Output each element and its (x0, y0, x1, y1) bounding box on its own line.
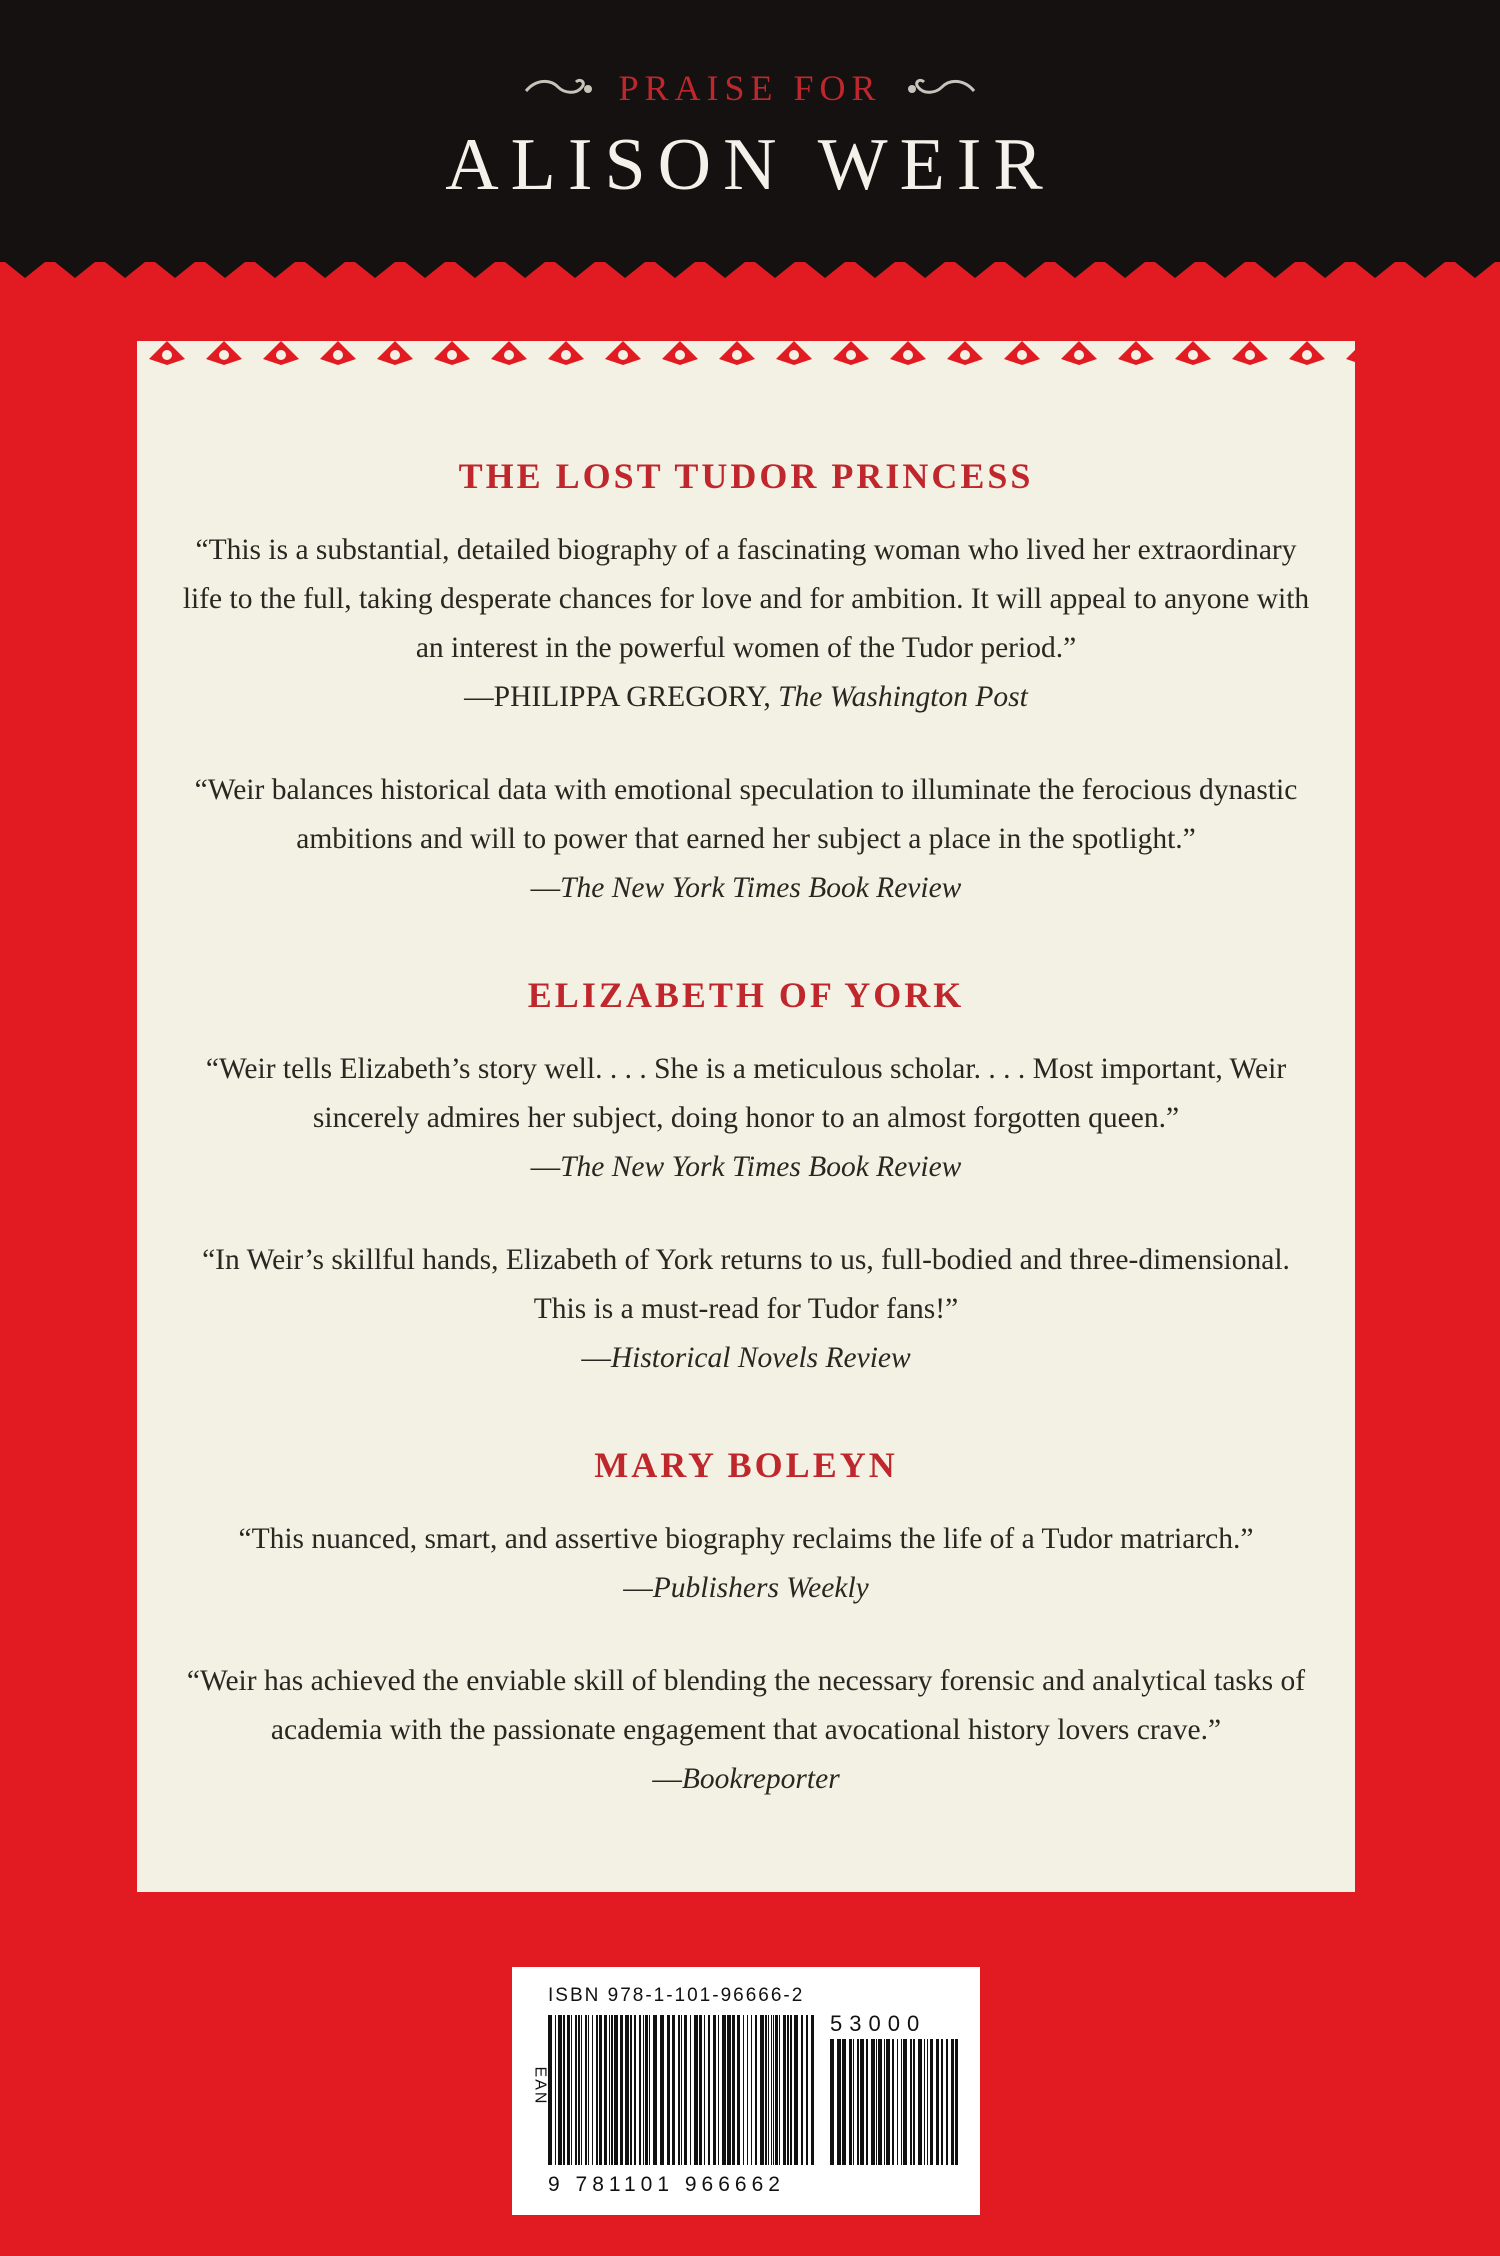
addon-digits: 53000 (830, 2011, 927, 2036)
praise-for-label: PRAISE FOR (618, 68, 882, 108)
ornament-dot (447, 350, 457, 360)
attribution-prefix: —PHILIPPA GREGORY, (464, 681, 779, 713)
barcode-bar (811, 2015, 814, 2165)
barcode-bar (951, 2039, 954, 2165)
barcode-bar (684, 2015, 687, 2165)
barcode-bar (581, 2015, 582, 2165)
barcode-bar (555, 2015, 556, 2165)
barcode-bar (913, 2039, 915, 2165)
barcode-bar (660, 2015, 664, 2165)
ean-label: EAN (531, 2066, 549, 2106)
barcode-bar (548, 2015, 552, 2165)
barcode-bar (596, 2015, 598, 2165)
attribution-prefix: — (652, 1763, 682, 1795)
barcode-bar (775, 2015, 778, 2165)
barcode-bar (884, 2039, 885, 2165)
barcode-bar (639, 2015, 641, 2165)
barcode-bar (783, 2015, 786, 2165)
ornament-dot (1188, 350, 1198, 360)
right-flourish-icon (906, 75, 976, 101)
barcode-bar (794, 2015, 798, 2165)
addon-barcode (830, 2039, 960, 2165)
review-quote: “This is a substantial, detailed biography of a fascinating woman who lived her extraordinary life to the full, taking desperate chances for love and for ambition. It will appeal to anyone with an interest in the powerful women of the Tudor period.” (182, 534, 1310, 664)
barcode-bar (860, 2039, 864, 2165)
band-zigzag-edge (0, 252, 1500, 282)
barcode-bar (910, 2039, 912, 2165)
attribution-source: Bookreporter (681, 1763, 840, 1795)
ornament-dot (561, 350, 571, 360)
review-quote: “Weir tells Elizabeth’s story well. . . . She is a meticulous scholar. . . . Most important, Weir sincerely admires her subject, doing honor to an almost forgotten queen.” (205, 1053, 1287, 1134)
ornament-dot (732, 350, 742, 360)
ornament-dot (789, 350, 799, 360)
ornament-dot (675, 350, 685, 360)
attribution-source: The New York Times Book Review (560, 872, 962, 904)
barcode-bar (842, 2039, 846, 2165)
ornament-dot (504, 350, 514, 360)
header-band (0, 0, 1500, 262)
ornament-baseline (137, 335, 1355, 341)
barcode-bar (571, 2015, 572, 2165)
attribution-prefix: — (581, 1342, 611, 1374)
attribution-source: The Washington Post (778, 681, 1028, 713)
barcode-bar (871, 2039, 875, 2165)
barcode-bar (830, 2039, 834, 2165)
barcode-bar (713, 2015, 716, 2165)
barcode-bar (653, 2015, 657, 2165)
barcode-box (512, 1967, 980, 2215)
barcode-bar (787, 2015, 789, 2165)
barcode-bar (643, 2015, 644, 2165)
panel-ornament-edge (137, 335, 1355, 375)
barcode-bar (681, 2015, 682, 2165)
review-attribution (137, 1143, 1355, 1192)
barcode-bar (924, 2039, 925, 2165)
barcode-bar (751, 2015, 752, 2165)
barcode-bar (699, 2015, 702, 2165)
attribution-source: Publishers Weekly (652, 1572, 869, 1604)
attribution-prefix: — (623, 1572, 653, 1604)
barcode-bar (760, 2015, 764, 2165)
barcode-bar (718, 2015, 719, 2165)
ornament-dot (162, 350, 172, 360)
attribution-source: The New York Times Book Review (560, 1151, 962, 1183)
barcode-bar (853, 2039, 854, 2165)
barcode-bar (857, 2039, 859, 2165)
ornament-dot (903, 350, 913, 360)
barcode-bar (708, 2015, 710, 2165)
barcode-bar (588, 2015, 589, 2165)
barcode-bar (558, 2015, 562, 2165)
barcode-bar (599, 2015, 602, 2165)
barcode-bar (672, 2015, 675, 2165)
barcode-bar (694, 2015, 698, 2165)
ornament-dot (618, 350, 628, 360)
barcode-bar (927, 2039, 928, 2165)
barcode-bar (634, 2015, 636, 2165)
barcode-bar (585, 2015, 587, 2165)
review-attribution (137, 1755, 1355, 1804)
left-flourish-icon (524, 75, 594, 101)
barcode-bar (897, 2039, 898, 2165)
barcode-bar (946, 2039, 948, 2165)
barcode-bar (878, 2039, 882, 2165)
barcode-bar (876, 2039, 877, 2165)
barcode-bar (955, 2039, 958, 2165)
barcode-bar (575, 2015, 577, 2165)
barcode-bar (837, 2039, 841, 2165)
barcode-bar (690, 2015, 691, 2165)
barcode-bar (678, 2015, 680, 2165)
ornament-dot (960, 350, 970, 360)
barcode-bar (771, 2015, 772, 2165)
attribution-prefix: — (530, 872, 561, 904)
section-title: THE LOST TUDOR PRINCESS (458, 456, 1034, 496)
barcode-bar (611, 2015, 613, 2165)
barcode-bar (892, 2039, 894, 2165)
barcode-bar (765, 2015, 767, 2165)
barcode-bar (625, 2015, 629, 2165)
barcode-bar (704, 2015, 705, 2165)
barcode-bar (722, 2015, 726, 2165)
barcode-bar (567, 2015, 570, 2165)
review-attribution (137, 1564, 1355, 1613)
review-attribution (137, 864, 1355, 913)
ornament-dot (1245, 350, 1255, 360)
barcode-bar (755, 2015, 757, 2165)
ornament-dot (1017, 350, 1027, 360)
review-quote: “Weir balances historical data with emotional speculation to illuminate the ferocious dynastic ambitions and will to power that earned her subject a place in the spotlight.” (194, 774, 1298, 855)
barcode-bar (667, 2015, 670, 2165)
barcode-bar (747, 2015, 748, 2165)
barcode-bar (903, 2039, 907, 2165)
barcode-bar (649, 2015, 650, 2165)
isbn-text: ISBN 978-1-101-96666-2 (548, 1985, 805, 2006)
attribution-source: Historical Novels Review (610, 1342, 911, 1374)
ornament-diamond (1346, 341, 1355, 365)
barcode-bar (866, 2039, 868, 2165)
ornament-dot (333, 350, 343, 360)
praise-content (137, 454, 1355, 1804)
barcode-bar (578, 2015, 580, 2165)
barcode-bar (620, 2015, 623, 2165)
barcode-bar (630, 2015, 632, 2165)
attribution-prefix: — (530, 1151, 561, 1183)
barcode-bar (806, 2015, 808, 2165)
barcode-bar (790, 2015, 792, 2165)
ornament-dot (1302, 350, 1312, 360)
barcode-bar (773, 2015, 774, 2165)
barcode-bar (727, 2015, 731, 2165)
ean-barcode (548, 2015, 816, 2165)
author-name: ALISON WEIR (445, 124, 1055, 206)
barcode-bar (743, 2015, 744, 2165)
section-title: MARY BOLEYN (594, 1445, 898, 1485)
barcode-bar (609, 2015, 610, 2165)
ornament-dot (846, 350, 856, 360)
ornament-dot (1074, 350, 1084, 360)
ornament-dot (1131, 350, 1141, 360)
barcode-bar (614, 2015, 618, 2165)
barcode-bar (918, 2039, 922, 2165)
barcode-bar (901, 2039, 902, 2165)
barcode-bar (768, 2015, 769, 2165)
review-quote: “In Weir’s skillful hands, Elizabeth of York returns to us, full-bodied and three-dimensional. This is a must-read for Tudor fans!” (202, 1244, 1290, 1325)
barcode-bar (732, 2015, 735, 2165)
section-title: ELIZABETH OF YORK (527, 975, 965, 1015)
ornament-dot (219, 350, 229, 360)
barcode-bar (604, 2015, 607, 2165)
barcode-bar (779, 2015, 780, 2165)
ean-digits: 9 781101 966662 (548, 2173, 785, 2196)
barcode-bar (592, 2015, 593, 2165)
barcode-bar (930, 2039, 933, 2165)
ornament-dot (276, 350, 286, 360)
review-quote: “Weir has achieved the enviable skill of blending the necessary forensic and analytical tasks of academia with the passionate engagement that avocational history lovers crave.” (186, 1665, 1306, 1746)
ornament-dot (390, 350, 400, 360)
praise-panel (137, 336, 1355, 1892)
barcode-bar (801, 2015, 803, 2165)
barcode-bar (849, 2039, 852, 2165)
review-attribution (137, 673, 1355, 722)
barcode-bar (941, 2039, 943, 2165)
barcode-bar (886, 2039, 890, 2165)
review-quote: “This nuanced, smart, and assertive biography reclaims the life of a Tudor matriarch.” (238, 1523, 1254, 1555)
barcode-bar (737, 2015, 740, 2165)
barcode-bar (936, 2039, 939, 2165)
review-attribution (137, 1334, 1355, 1383)
barcode-bar (645, 2015, 648, 2165)
barcode-bar (563, 2015, 565, 2165)
eyebrow-row (0, 58, 1500, 118)
